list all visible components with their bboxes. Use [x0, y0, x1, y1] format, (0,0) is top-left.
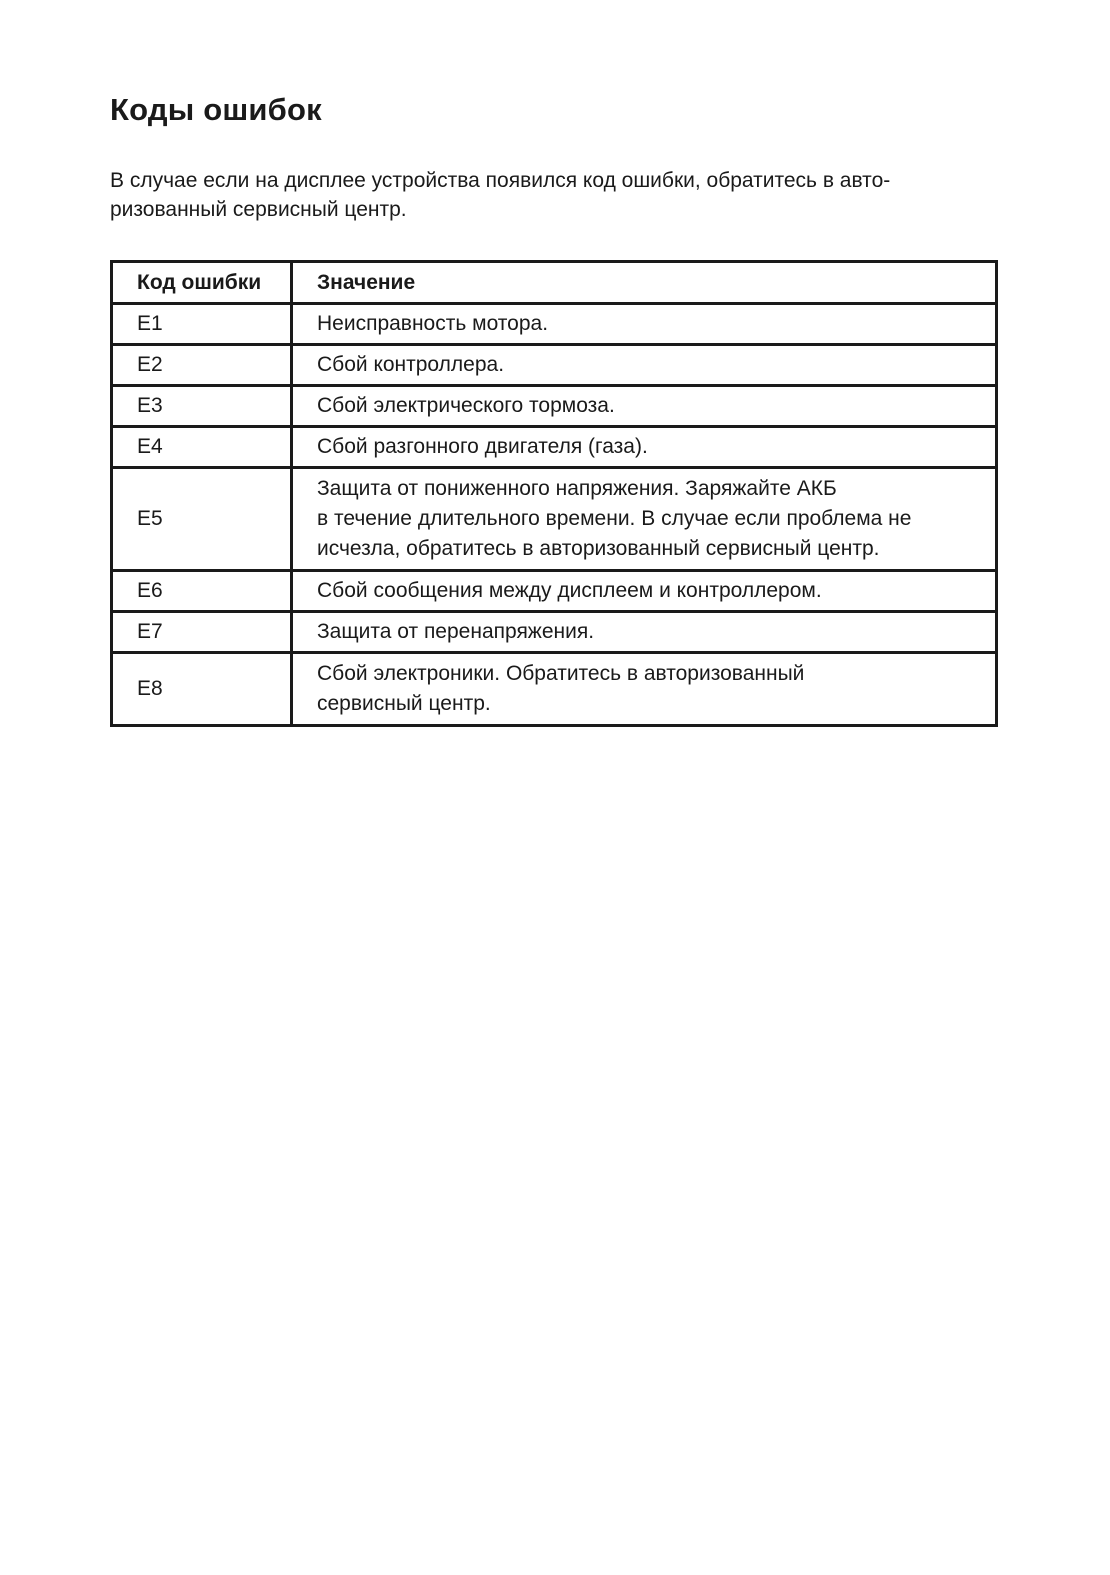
- table-header-row: [112, 262, 997, 304]
- error-meaning: Сбой электрического тормоза.: [292, 386, 997, 427]
- header-meaning: Значение: [292, 262, 997, 304]
- error-code: E6: [112, 571, 292, 612]
- document-page: [110, 88, 998, 727]
- error-codes-table: [110, 260, 998, 727]
- meaning-line: сервисный центр.: [317, 692, 491, 715]
- table-row: [112, 653, 997, 726]
- table-row: [112, 386, 997, 427]
- meaning-line: исчезла, обратитесь в авторизованный сервисный центр.: [317, 537, 880, 560]
- header-code: Код ошибки: [112, 262, 292, 304]
- table-row: [112, 468, 997, 571]
- table-row: [112, 612, 997, 653]
- meaning-line: Защита от пониженного напряжения. Заряжайте АКБ: [317, 477, 837, 500]
- error-meaning: Сбой сообщения между дисплеем и контроллером.: [292, 571, 997, 612]
- intro-paragraph: [110, 166, 998, 224]
- error-meaning: [292, 653, 997, 726]
- table-row: [112, 304, 997, 345]
- error-code: E7: [112, 612, 292, 653]
- error-meaning: Сбой контроллера.: [292, 345, 997, 386]
- intro-line: ризованный сервисный центр.: [110, 198, 407, 221]
- error-code: E2: [112, 345, 292, 386]
- intro-line: В случае если на дисплее устройства появился код ошибки, обратитесь в авто-: [110, 169, 891, 192]
- error-meaning: Защита от перенапряжения.: [292, 612, 997, 653]
- error-code: E1: [112, 304, 292, 345]
- error-meaning: Сбой разгонного двигателя (газа).: [292, 427, 997, 468]
- error-meaning: [292, 468, 997, 571]
- error-code: E3: [112, 386, 292, 427]
- table-row: [112, 571, 997, 612]
- page-title: Коды ошибок: [110, 92, 322, 127]
- table-row: [112, 427, 997, 468]
- error-code: E5: [112, 468, 292, 571]
- error-code: E4: [112, 427, 292, 468]
- error-code: E8: [112, 653, 292, 726]
- meaning-line: в течение длительного времени. В случае если проблема не: [317, 507, 912, 530]
- meaning-line: Сбой электроники. Обратитесь в авторизованный: [317, 662, 805, 685]
- table-row: [112, 345, 997, 386]
- error-meaning: Неисправность мотора.: [292, 304, 997, 345]
